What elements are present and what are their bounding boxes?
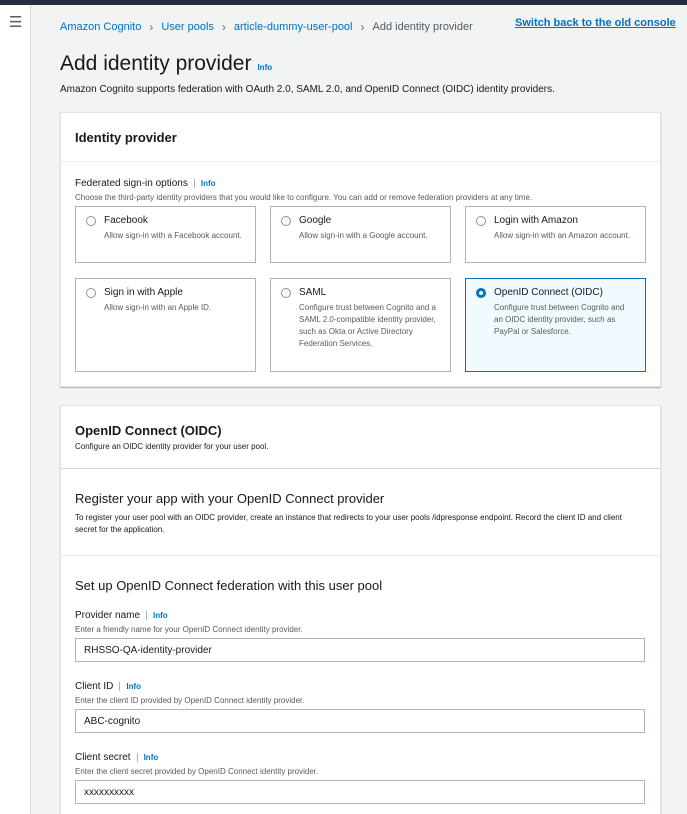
provider-name-label-text: Provider name xyxy=(75,610,141,621)
side-navigation-rail xyxy=(0,5,31,814)
federated-options-label-text: Federated sign-in options xyxy=(75,178,188,189)
option-title: Sign in with Apple xyxy=(104,287,183,298)
radio-icon[interactable] xyxy=(476,216,486,226)
radio-icon[interactable] xyxy=(281,288,291,298)
provider-name-label xyxy=(75,610,168,621)
breadcrumb-user-pools[interactable]: User pools xyxy=(161,21,214,33)
option-login-with-amazon[interactable] xyxy=(465,206,646,263)
client-id-hint: Enter the client ID provided by OpenID Connect identity provider. xyxy=(75,696,305,705)
breadcrumb-user-pool[interactable]: article-dummy-user-pool xyxy=(233,21,353,33)
option-google[interactable] xyxy=(270,206,451,263)
option-desc: Configure trust between Cognito and an OIDC identity provider, such as PayPal or Salesforce. xyxy=(494,303,625,336)
client-id-info-link[interactable]: Info xyxy=(119,682,141,691)
page-description: Amazon Cognito supports federation with OAuth 2.0, SAML 2.0, and OpenID Connect (OIDC) identity providers. xyxy=(60,84,555,95)
client-secret-info-link[interactable]: Info xyxy=(137,753,159,762)
menu-icon[interactable]: ☰ xyxy=(9,14,23,31)
option-saml[interactable] xyxy=(270,278,451,372)
oidc-description: Configure an OIDC identity provider for your user pool. xyxy=(75,442,269,451)
breadcrumb xyxy=(60,20,473,34)
option-desc: Allow sign-in with an Amazon account. xyxy=(494,231,631,240)
switch-old-console-link[interactable]: Switch back to the old console xyxy=(515,17,676,29)
radio-icon[interactable] xyxy=(281,216,291,226)
breadcrumb-amazon-cognito[interactable]: Amazon Cognito xyxy=(60,21,142,33)
top-nav-bar xyxy=(0,0,687,5)
identity-provider-card xyxy=(60,112,661,387)
federated-options-hint: Choose the third-party identity providers that you would like to configure. You can add or remove federation providers at any time. xyxy=(75,193,533,202)
client-secret-hint: Enter the client secret provided by OpenID Connect identity provider. xyxy=(75,767,319,776)
client-id-input[interactable]: ABC-cognito xyxy=(75,709,645,733)
identity-provider-header: Identity provider xyxy=(75,130,177,145)
option-desc: Allow sign-in with an Apple ID. xyxy=(104,303,212,312)
breadcrumb-current: Add identity provider xyxy=(372,21,473,33)
option-facebook[interactable] xyxy=(75,206,256,263)
option-title: Facebook xyxy=(104,215,148,226)
page-title-text: Add identity provider xyxy=(60,52,252,75)
federated-options-label xyxy=(75,178,216,189)
option-desc: Allow sign-in with a Facebook account. xyxy=(104,231,242,240)
divider xyxy=(61,555,660,556)
oidc-header: OpenID Connect (OIDC) xyxy=(75,423,222,438)
chevron-right-icon: › xyxy=(149,20,154,34)
oidc-card xyxy=(60,405,661,814)
divider xyxy=(61,468,660,469)
divider xyxy=(61,161,660,162)
provider-name-input[interactable]: RHSSO-QA-identity-provider xyxy=(75,638,645,662)
page-title xyxy=(60,52,272,76)
option-desc: Allow sign-in with a Google account. xyxy=(299,231,428,240)
chevron-right-icon: › xyxy=(360,20,365,34)
option-sign-in-with-apple[interactable] xyxy=(75,278,256,372)
client-id-label-text: Client ID xyxy=(75,681,114,692)
register-app-title: Register your app with your OpenID Connect provider xyxy=(75,491,385,506)
setup-federation-title: Set up OpenID Connect federation with this user pool xyxy=(75,578,383,593)
option-title: SAML xyxy=(299,287,327,298)
option-title: Login with Amazon xyxy=(494,215,578,226)
radio-selected-icon[interactable] xyxy=(476,288,486,298)
federated-options-info-link[interactable]: Info xyxy=(194,179,216,188)
client-secret-label-text: Client secret xyxy=(75,752,131,763)
option-title: Google xyxy=(299,215,332,226)
provider-name-hint: Enter a friendly name for your OpenID Connect identity provider. xyxy=(75,625,303,634)
option-desc: Configure trust between Cognito and a SAML 2.0-compatible identity provider, such as Okta or Active Directory Federation Services. xyxy=(299,303,436,348)
provider-name-info-link[interactable]: Info xyxy=(146,611,168,620)
radio-icon[interactable] xyxy=(86,288,96,298)
register-app-description: To register your user pool with an OIDC provider, create an instance that redirects to your user pools /idpresponse endpoint. Record the client ID and client secret for the application. xyxy=(75,513,622,534)
client-secret-label xyxy=(75,752,158,763)
radio-icon[interactable] xyxy=(86,216,96,226)
client-id-label xyxy=(75,681,141,692)
option-oidc[interactable] xyxy=(465,278,646,372)
option-title: OpenID Connect (OIDC) xyxy=(494,287,603,298)
page-info-link[interactable]: Info xyxy=(257,63,273,72)
chevron-right-icon: › xyxy=(221,20,226,34)
client-secret-input[interactable]: xxxxxxxxxx xyxy=(75,780,645,804)
